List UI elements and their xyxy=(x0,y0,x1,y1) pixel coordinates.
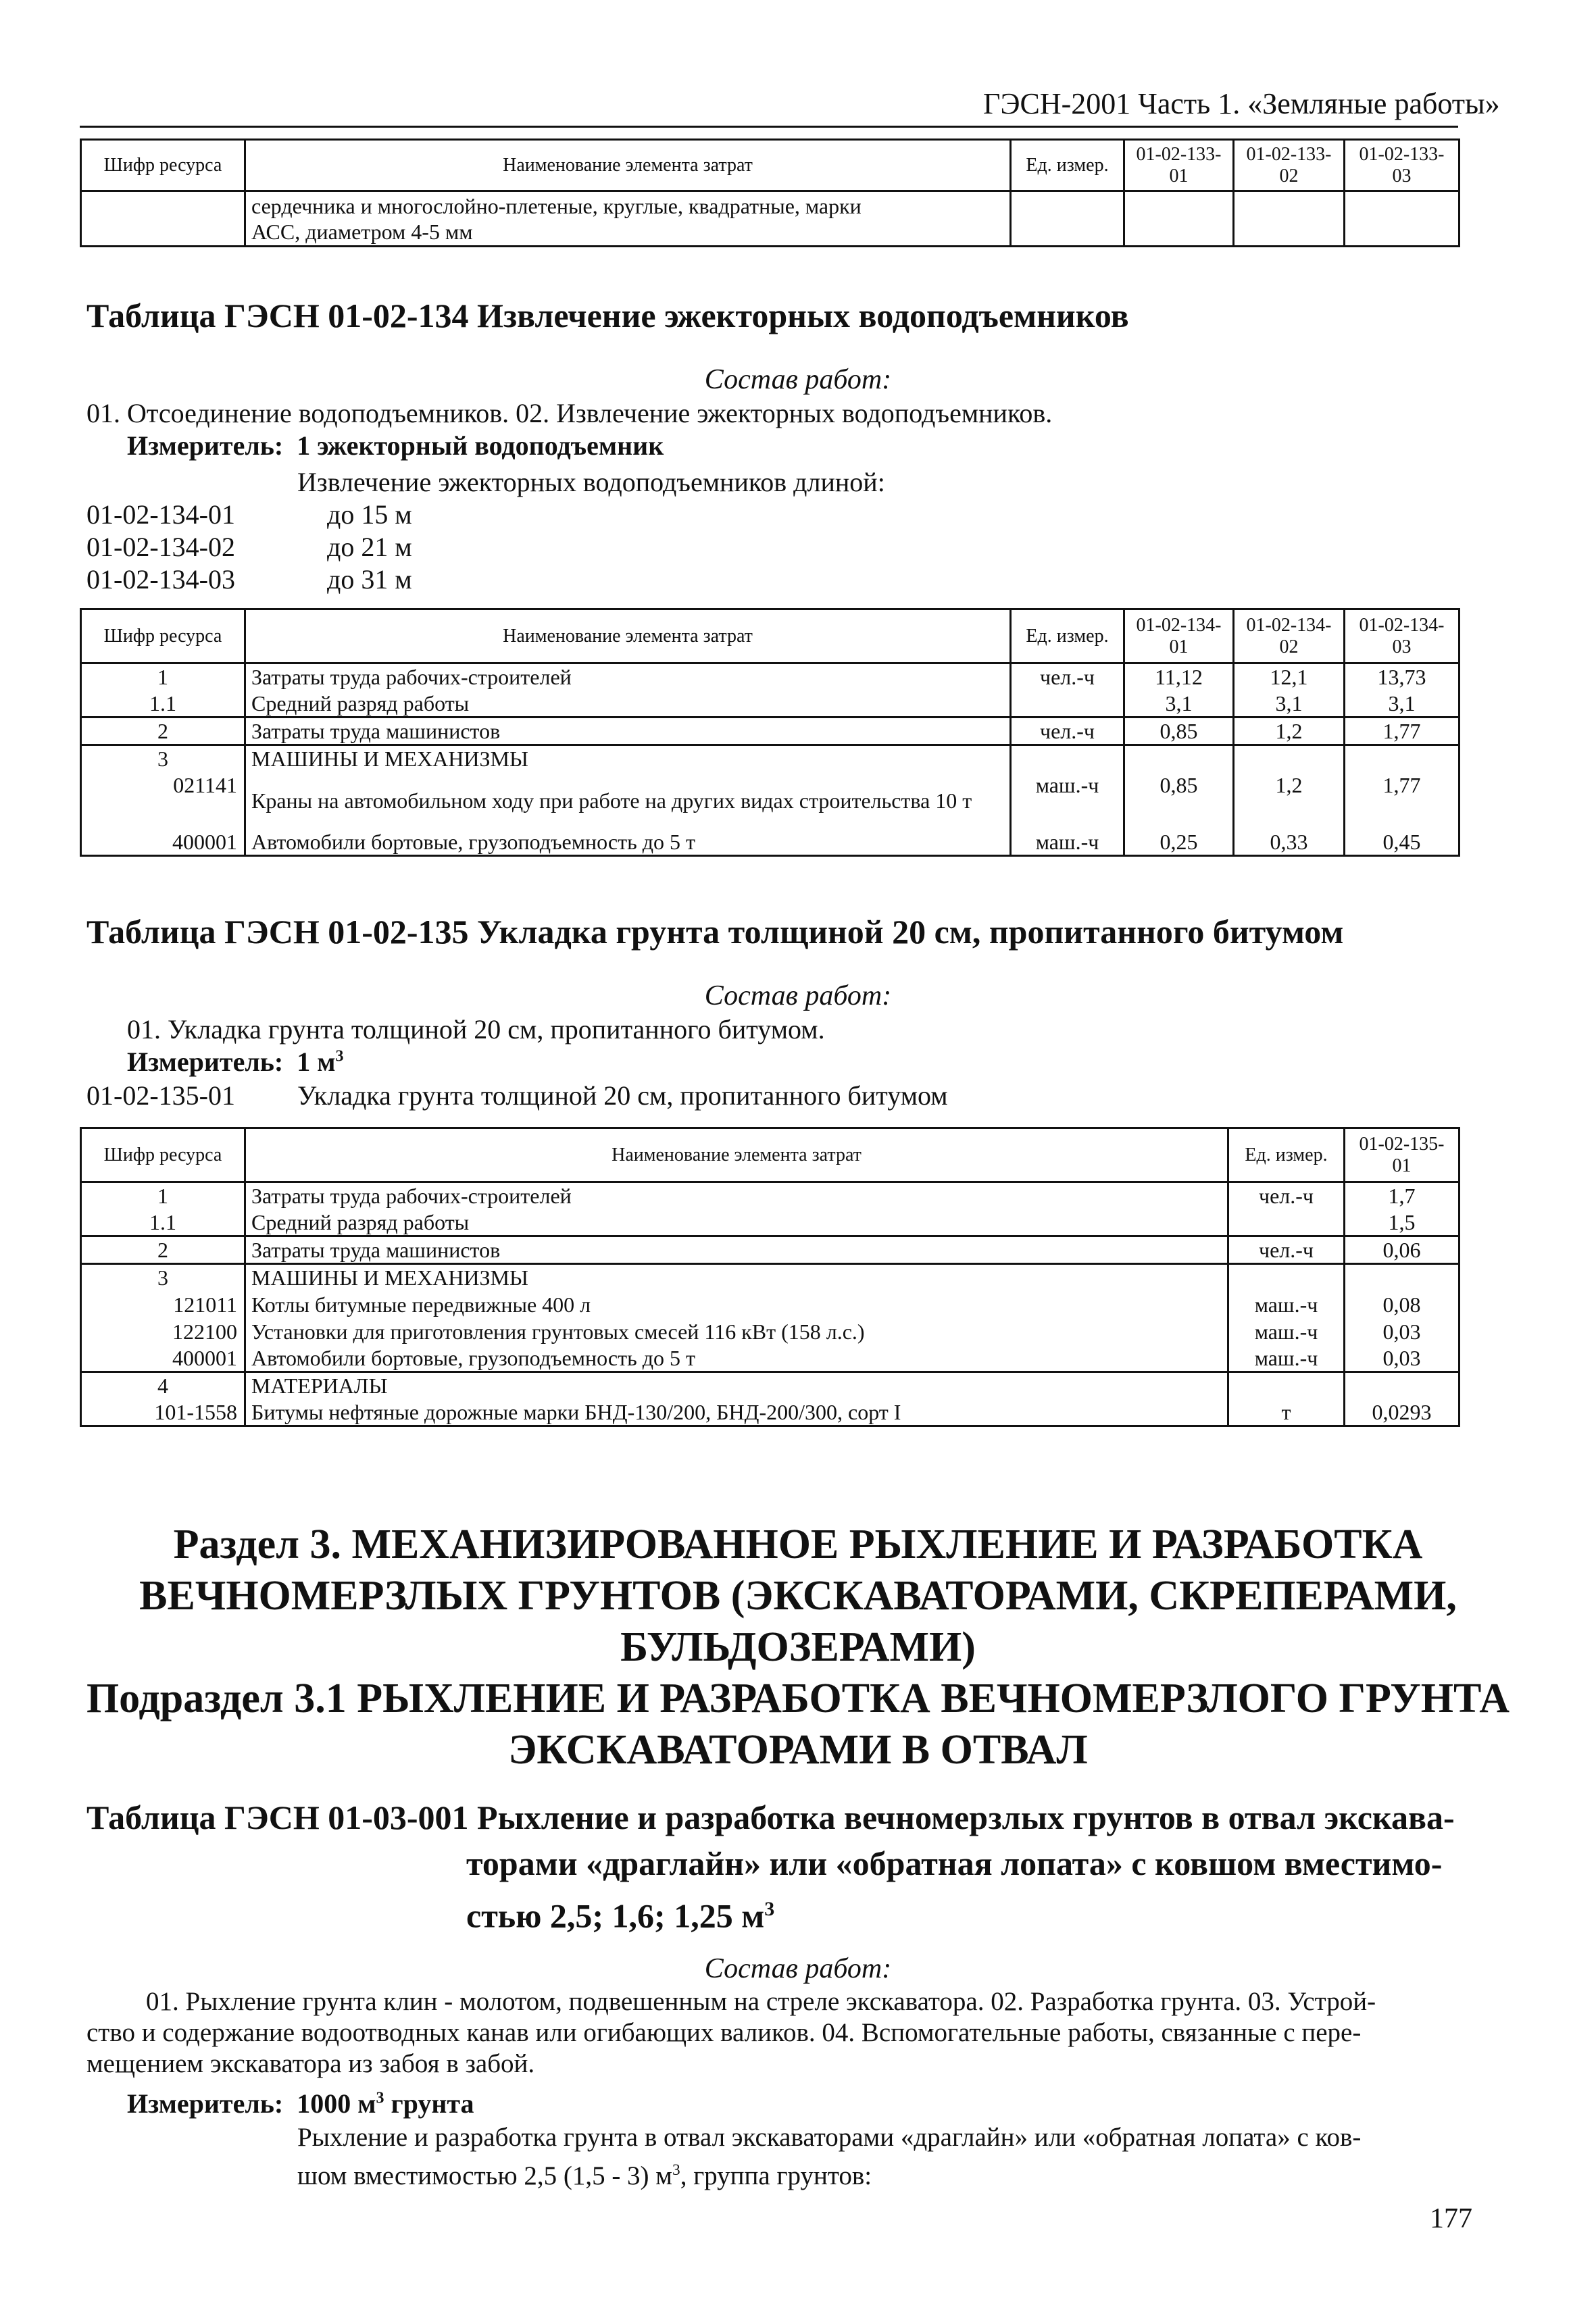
cell-code: 021141 xyxy=(81,772,245,829)
cell-value: 1,7 xyxy=(1345,1182,1460,1209)
measure-value: 1 эжекторный водоподъемник xyxy=(297,430,664,461)
table-cell xyxy=(1124,191,1234,247)
sostav-line: ство и содержание водоотводных канав или огибающих валиков. 04. Вспомогательные работы, связанные с пере- xyxy=(86,2018,1362,2047)
table-cell-name: сердечника и многослойно-плетеные, круглые, квадратные, марки АСС, диаметром 4-5 мм xyxy=(245,191,1011,247)
cell-value xyxy=(1345,745,1460,772)
cell-code: 122100 xyxy=(81,1318,245,1345)
cell-unit: т xyxy=(1228,1399,1345,1426)
variant-text: до 21 м xyxy=(327,532,412,562)
cell-unit: маш.-ч xyxy=(1228,1345,1345,1372)
table-row xyxy=(81,1318,1460,1345)
table-cell xyxy=(81,191,245,247)
cell-value xyxy=(1124,745,1234,772)
cell-group-heading: МАШИНЫ И МЕХАНИЗМЫ xyxy=(245,745,1011,772)
table-301-title xyxy=(86,1794,1455,1939)
cell-value: 0,85 xyxy=(1124,718,1234,745)
cell-value: 11,12 xyxy=(1124,663,1234,690)
table-cell xyxy=(1234,191,1345,247)
col-header-unit: Ед. измер. xyxy=(1011,140,1124,191)
variant-code: 01-02-135-01 xyxy=(86,1080,235,1111)
cell-unit: чел.-ч xyxy=(1011,663,1124,690)
table-134 xyxy=(80,608,1460,857)
sostav-label-134: Состав работ: xyxy=(704,364,892,395)
cell-code: 1.1 xyxy=(81,690,245,718)
cell-value: 1,77 xyxy=(1345,772,1460,829)
col-header-variant-2: 01-02-133-02 xyxy=(1234,140,1345,191)
sostav-label-301: Состав работ: xyxy=(704,1953,892,1984)
col-header-variant-3: 01-02-134-03 xyxy=(1345,609,1460,663)
subsection-heading-line: Подраздел 3.1 РЫХЛЕНИЕ И РАЗРАБОТКА ВЕЧНОМЕРЗЛОГО ГРУНТА xyxy=(86,1676,1510,1721)
cell-code: 101-1558 xyxy=(81,1399,245,1426)
cell-name: Средний разряд работы xyxy=(245,690,1011,718)
cell-unit xyxy=(1228,1209,1345,1236)
variant-text: Укладка грунта толщиной 20 см, пропитанного битумом xyxy=(297,1080,948,1111)
cell-value: 0,33 xyxy=(1234,829,1345,856)
cell-name: Затраты труда рабочих-строителей xyxy=(245,663,1011,690)
cell-value: 0,06 xyxy=(1345,1236,1460,1264)
measure-superscript: 3 xyxy=(376,2089,384,2107)
cell-code: 400001 xyxy=(81,829,245,856)
title-superscript: 3 xyxy=(764,1898,775,1920)
section-heading-line: БУЛЬДОЗЕРАМИ) xyxy=(620,1624,976,1670)
subsection-3-1-heading xyxy=(0,1673,1596,1776)
table-135 xyxy=(80,1127,1460,1427)
title-line: стью 2,5; 1,6; 1,25 $м^3$ xyxy=(466,1896,775,1935)
cell-code: 3 xyxy=(81,1264,245,1291)
variant-text: до 15 м xyxy=(327,499,412,530)
cell-value: 0,0293 xyxy=(1345,1399,1460,1426)
cell-code: 1 xyxy=(81,1182,245,1209)
table-cell xyxy=(1345,191,1460,247)
col-header-variant-1: 01-02-135-01 xyxy=(1345,1128,1460,1182)
cell-unit: маш.-ч xyxy=(1011,772,1124,829)
table-row xyxy=(81,663,1460,690)
cell-value: 0,25 xyxy=(1124,829,1234,856)
measure-value-suffix: грунта xyxy=(384,2088,474,2119)
cell-code: 400001 xyxy=(81,1345,245,1372)
col-header-variant-2: 01-02-134-02 xyxy=(1234,609,1345,663)
cell-unit: маш.-ч xyxy=(1011,829,1124,856)
table-row xyxy=(81,1372,1460,1399)
section-heading-line: Раздел 3. МЕХАНИЗИРОВАННОЕ РЫХЛЕНИЕ И РАЗРАБОТКА xyxy=(173,1521,1423,1567)
col-header-variant-3: 01-02-133-03 xyxy=(1345,140,1460,191)
cell-name: Затраты труда машинистов xyxy=(245,1236,1228,1264)
cell-name: Затраты труда рабочих-строителей xyxy=(245,1182,1228,1209)
variant-text: до 31 м xyxy=(327,564,412,595)
cell-value: 3,1 xyxy=(1345,690,1460,718)
measure-label: Измеритель: xyxy=(127,430,284,461)
section-heading-line: ВЕЧНОМЕРЗЛЫХ ГРУНТОВ (ЭКСКАВАТОРАМИ, СКРЕПЕРАМИ, xyxy=(139,1573,1457,1619)
col-header-unit: Ед. измер. xyxy=(1011,609,1124,663)
cell-value: 1,77 xyxy=(1345,718,1460,745)
cell-name: Затраты труда машинистов xyxy=(245,718,1011,745)
cell-unit: чел.-ч xyxy=(1011,718,1124,745)
cell-code: 4 xyxy=(81,1372,245,1399)
running-header: ГЭСН-2001 Часть 1. «Земляные работы» xyxy=(983,87,1500,120)
table-row xyxy=(81,1209,1460,1236)
variant-code: 01-02-134-02 xyxy=(86,532,235,562)
cell-value xyxy=(1345,1264,1460,1291)
description-301 xyxy=(297,2121,1361,2192)
description-superscript: 3 xyxy=(672,2161,680,2179)
table-row xyxy=(81,1291,1460,1318)
cell-value: 1,2 xyxy=(1234,718,1345,745)
title-line: торами «драглайн» или «обратная лопата» с ковшом вместимо- xyxy=(466,1844,1443,1882)
cell-value: 3,1 xyxy=(1124,690,1234,718)
cell-unit xyxy=(1011,745,1124,772)
table-135-title: Таблица ГЭСН 01-02-135 Укладка грунта толщиной 20 см, пропитанного битумом xyxy=(86,913,1344,951)
cell-value xyxy=(1234,745,1345,772)
col-header-resource: Шифр ресурса xyxy=(81,609,245,663)
sostav-line: 01. Рыхление грунта клин - молотом, подвешенным на стреле экскаватора. 02. Разработка грунта. 03. Устрой- xyxy=(146,1987,1376,2016)
measure-135 xyxy=(127,1046,343,1078)
table-row xyxy=(81,772,1460,829)
table-cell xyxy=(1011,191,1124,247)
cell-code: 1.1 xyxy=(81,1209,245,1236)
section-3-heading xyxy=(0,1519,1596,1673)
col-header-unit: Ед. измер. xyxy=(1228,1128,1345,1182)
cell-code: 2 xyxy=(81,1236,245,1264)
col-header-name: Наименование элемента затрат xyxy=(245,609,1011,663)
col-header-variant-1: 01-02-133-01 xyxy=(1124,140,1234,191)
cell-code: 1 xyxy=(81,663,245,690)
cell-name: Средний разряд работы xyxy=(245,1209,1228,1236)
cell-group-heading: МАШИНЫ И МЕХАНИЗМЫ xyxy=(245,1264,1228,1291)
table-row xyxy=(81,1264,1460,1291)
variants-heading-134: Извлечение эжекторных водоподъемников длиной: xyxy=(297,467,885,497)
cell-value: 3,1 xyxy=(1234,690,1345,718)
description-line: шом вместимостью 2,5 (1,5 - 3) $м^3$, группа грунтов: xyxy=(297,2161,872,2190)
description-line: Рыхление и разработка грунта в отвал экскаваторами «драглайн» или «обратная лопата» с ков- xyxy=(297,2123,1362,2152)
variant-code: 01-02-134-03 xyxy=(86,564,235,595)
measure-value: 1000 м xyxy=(297,2088,376,2119)
cell-value: 1,5 xyxy=(1345,1209,1460,1236)
col-header-name: Наименование элемента затрат xyxy=(245,1128,1228,1182)
page-number: 177 xyxy=(1430,2203,1472,2234)
table-133-continuation xyxy=(80,139,1460,247)
cell-unit: чел.-ч xyxy=(1228,1236,1345,1264)
sostav-label-135: Состав работ: xyxy=(704,980,892,1011)
cell-value: 0,08 xyxy=(1345,1291,1460,1318)
cell-name: Установки для приготовления грунтовых смесей 116 кВт (158 л.с.) xyxy=(245,1318,1228,1345)
cell-code: 121011 xyxy=(81,1291,245,1318)
cell-value: 1,2 xyxy=(1234,772,1345,829)
cell-unit xyxy=(1011,690,1124,718)
measure-superscript: 3 xyxy=(335,1047,344,1065)
cell-value: 13,73 xyxy=(1345,663,1460,690)
cell-name: Котлы битумные передвижные 400 л xyxy=(245,1291,1228,1318)
table-row xyxy=(81,745,1460,772)
cell-value: 12,1 xyxy=(1234,663,1345,690)
variant-code: 01-02-134-01 xyxy=(86,499,235,530)
measure-label: Измеритель: xyxy=(127,2088,284,2119)
table-row xyxy=(81,690,1460,718)
sostav-text-134: 01. Отсоединение водоподъемников. 02. Извлечение эжекторных водоподъемников. xyxy=(86,398,1053,428)
table-row xyxy=(81,1236,1460,1264)
cell-group-heading: МАТЕРИАЛЫ xyxy=(245,1372,1228,1399)
cell-code: 2 xyxy=(81,718,245,745)
measure-134 xyxy=(127,430,664,461)
table-row xyxy=(81,1345,1460,1372)
table-row xyxy=(81,1182,1460,1209)
measure-301 xyxy=(127,2088,474,2119)
table-row xyxy=(81,829,1460,856)
col-header-resource: Шифр ресурса xyxy=(81,140,245,191)
sostav-text-301 xyxy=(86,1986,1376,2080)
cell-unit xyxy=(1228,1264,1345,1291)
cell-value: 0,03 xyxy=(1345,1318,1460,1345)
cell-unit: чел.-ч xyxy=(1228,1182,1345,1209)
cell-unit xyxy=(1228,1372,1345,1399)
sostav-line: мещением экскаватора из забоя в забой. xyxy=(86,2049,535,2078)
table-134-title: Таблица ГЭСН 01-02-134 Извлечение эжекторных водоподъемников xyxy=(86,297,1129,334)
col-header-resource: Шифр ресурса xyxy=(81,1128,245,1182)
cell-code: 3 xyxy=(81,745,245,772)
header-rule xyxy=(80,126,1458,128)
cell-name: Битумы нефтяные дорожные марки БНД-130/200, БНД-200/300, сорт I xyxy=(245,1399,1228,1426)
cell-unit: маш.-ч xyxy=(1228,1291,1345,1318)
subsection-heading-line: ЭКСКАВАТОРАМИ В ОТВАЛ xyxy=(508,1727,1088,1773)
table-row xyxy=(81,718,1460,745)
cell-unit: маш.-ч xyxy=(1228,1318,1345,1345)
measure-label: Измеритель: xyxy=(127,1047,284,1077)
cell-name: Автомобили бортовые, грузоподъемность до 5 т xyxy=(245,1345,1228,1372)
table-row xyxy=(81,1399,1460,1426)
col-header-name: Наименование элемента затрат xyxy=(245,140,1011,191)
cell-value: 0,85 xyxy=(1124,772,1234,829)
title-line: Таблица ГЭСН 01-03-001 Рыхление и разработка вечномерзлых грунтов в отвал экскава- xyxy=(86,1799,1455,1836)
col-header-variant-1: 01-02-134-01 xyxy=(1124,609,1234,663)
cell-value: 0,03 xyxy=(1345,1345,1460,1372)
sostav-text-135: 01. Укладка грунта толщиной 20 см, пропитанного битумом. xyxy=(127,1014,825,1045)
cell-name: Автомобили бортовые, грузоподъемность до 5 т xyxy=(245,829,1011,856)
cell-value xyxy=(1345,1372,1460,1399)
measure-value: 1 м xyxy=(297,1047,336,1077)
cell-value: 0,45 xyxy=(1345,829,1460,856)
cell-name: Краны на автомобильном ходу при работе на других видах строительства 10 т xyxy=(245,772,1011,829)
